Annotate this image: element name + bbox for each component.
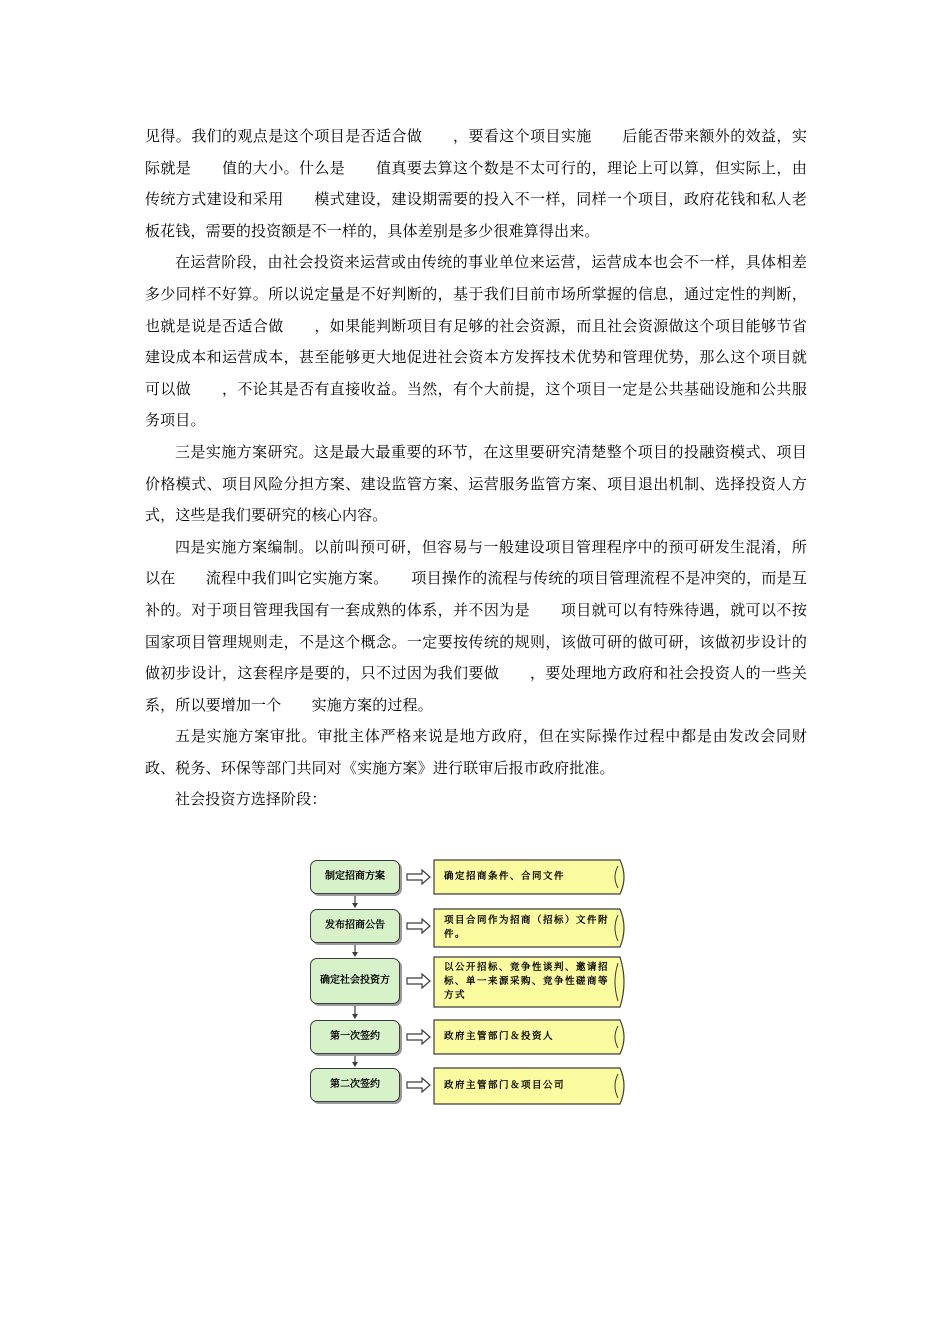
connector-arrow (407, 1078, 430, 1092)
step-box (310, 1068, 400, 1102)
step-note (434, 860, 626, 894)
step-box (310, 909, 400, 943)
paragraph-6: 社会投资方选择阶段： (175, 790, 327, 809)
step-box (310, 860, 400, 894)
step-note (434, 1068, 626, 1104)
step-label: 确定社会投资方 (320, 975, 390, 986)
step-label: 第一次签约 (330, 1031, 380, 1042)
connector-arrow (407, 974, 430, 988)
flow-down-arrowhead (352, 1062, 358, 1067)
flow-down-arrowhead (352, 952, 358, 957)
step-note-text: 项目合同作为招商（招标）文件附件。 (444, 915, 610, 940)
step-box (310, 958, 400, 1004)
step-label: 第二次签约 (330, 1079, 380, 1090)
connector-arrow (407, 919, 430, 933)
paragraph-1: 见得。我们的观点是这个项目是否适合做 ，要看这个项目实施 后能否带来额外的效益，实际就是 值的大小。什么是 值真要去算这个数是不太可行的，理论上可以算，但实际上，由传统方式建设和采用 模式建设，建设期需要的投入不一样，同样一个项目，政府花钱和私人老板花钱，需要的投资额是不一样的，具体差别是多少很难算得出来。 (145, 127, 807, 240)
step-note-text: 政府主管部门＆项目公司 (444, 1080, 566, 1091)
step-label: 制定招商方案 (325, 871, 385, 882)
step-note-text: 以公开招标、竞争性谈判、邀请招标、单一来源采购、竞争性磋商等方式 (444, 962, 610, 1001)
step-box (310, 1020, 400, 1054)
step-label: 发布招商公告 (325, 920, 385, 931)
flow-down-arrowhead (352, 1014, 358, 1019)
connector-arrow (407, 1030, 430, 1044)
step-note (434, 909, 626, 947)
paragraph-3: 三是实施方案研究。这是最大最重要的环节，在这里要研究清楚整个项目的投融资模式、项目价格模式、项目风险分担方案、建设监管方案、运营服务监管方案、项目退出机制、选择投资人方式，这些是我们要研究的核心内容。 (145, 442, 807, 525)
flow-down-arrowhead (352, 903, 358, 908)
connector-arrow (407, 870, 430, 884)
step-note (434, 957, 626, 1007)
step-note (434, 1020, 626, 1054)
investor-selection-flowchart (306, 855, 628, 1110)
paragraph-4: 四是实施方案编制。以前叫预可研，但容易与一般建设项目管理程序中的预可研发生混淆，所以在 流程中我们叫它实施方案。 项目操作的流程与传统的项目管理流程不是冲突的，而是互补的。对于项目管理我国有一套成熟的体系，并不因为是 项目就可以有特殊待遇，就可以不按国家项目管理规则走，不是这个概念。一定要按传统的规则，该做可研的做可研，该做初步设计的做初步设计，这套程序是要的，只不过因为我们要做 ，要处理地方政府和社会投资人的一些关系，所以要增加一个 实施方案的过程。 (145, 537, 807, 714)
paragraph-5: 五是实施方案审批。审批主体严格来说是地方政府，但在实际操作过程中都是由发改会同财政、税务、环保等部门共同对《实施方案》进行联审后报市政府批准。 (145, 727, 807, 777)
step-note-text: 政府主管部门＆投资人 (444, 1031, 555, 1042)
step-note-text: 确定招商条件、合同文件 (444, 871, 566, 882)
paragraph-2: 在运营阶段，由社会投资来运营或由传统的事业单位来运营，运营成本也会不一样，具体相差多少同样不好算。所以说定量是不好判断的，基于我们目前市场所掌握的信息，通过定性的判断，也就是说是否适合做 ，如果能判断项目有足够的社会资源，而且社会资源做这个项目能够节省建设成本和运营成本，甚至能够更大地促进社会资本方发挥技术优势和管理优势，那么这个项目就可以做 ，不论其是否有直接收益。当然，有个大前提，这个项目一定是公共基础设施和公共服务项目。 (145, 253, 807, 430)
document-body (145, 121, 807, 816)
